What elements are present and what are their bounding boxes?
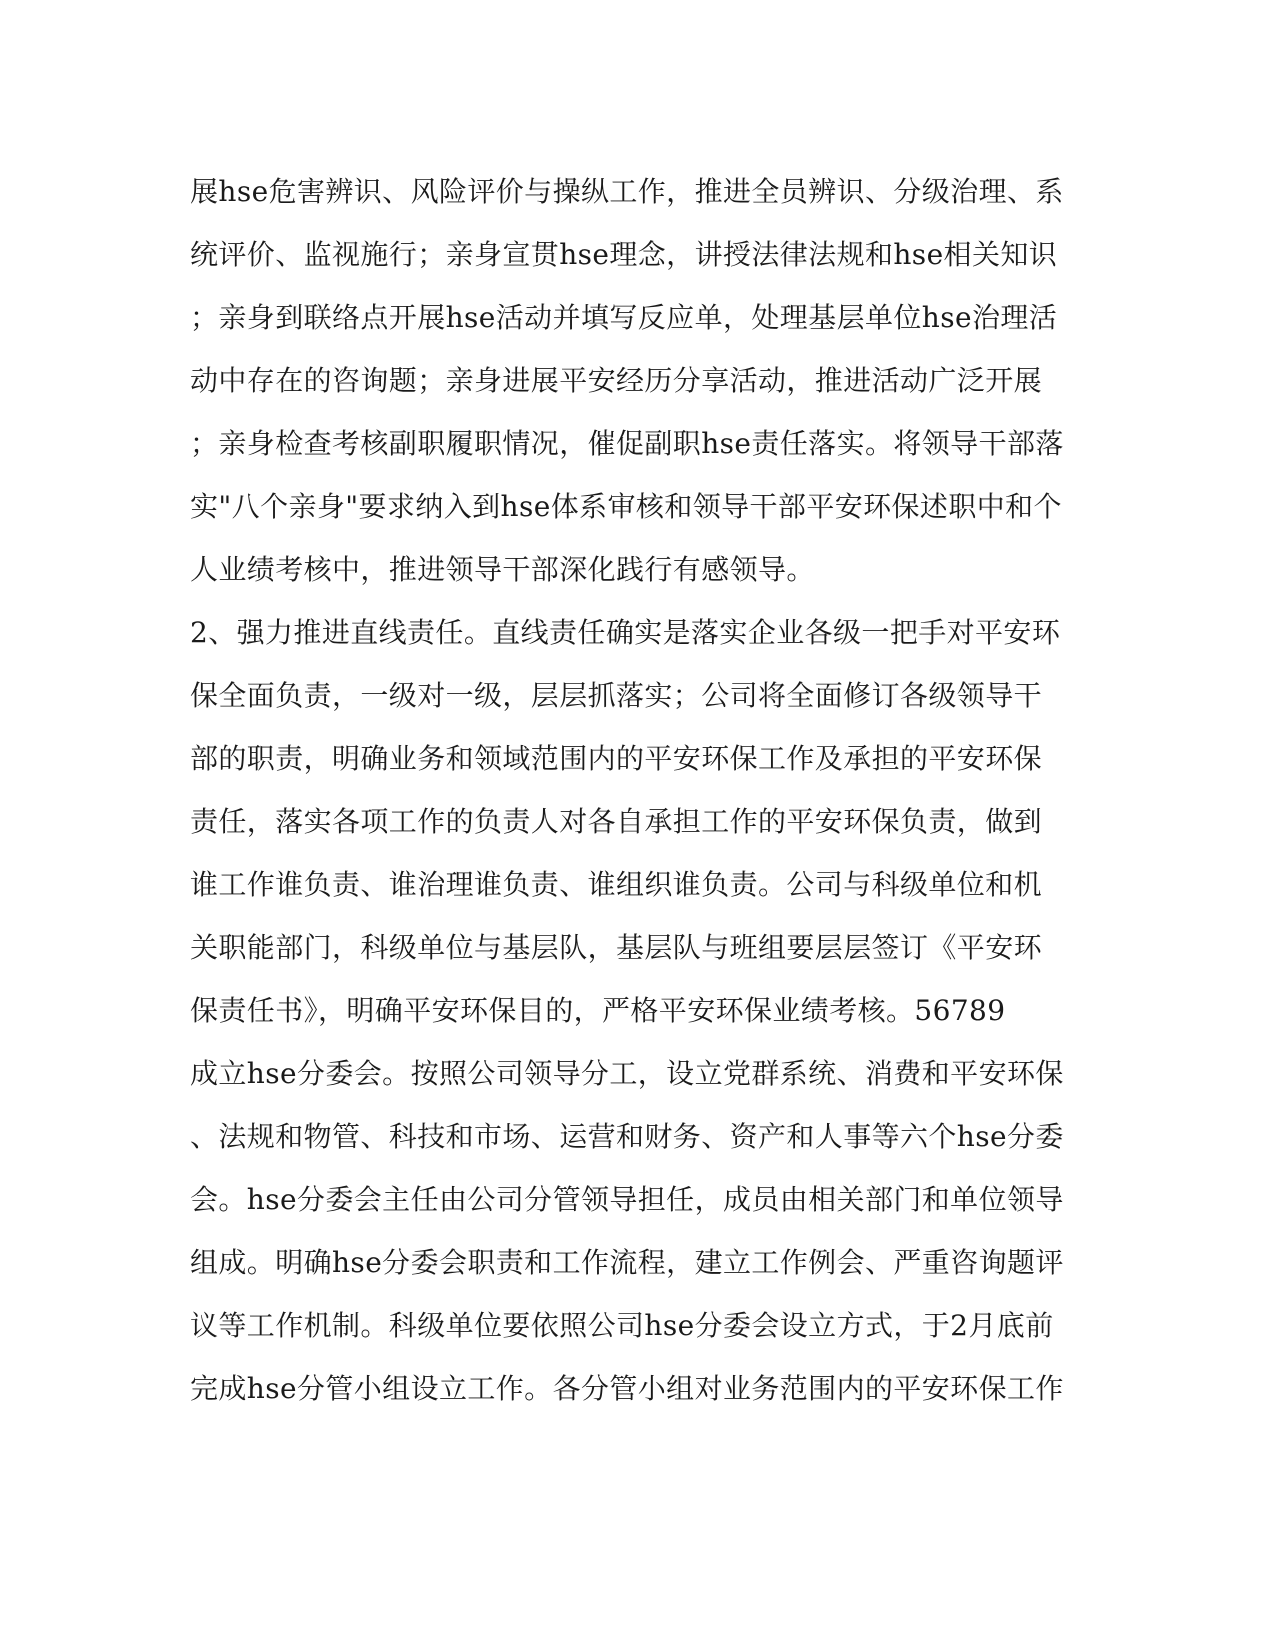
text-line: 成立hse分委会。按照公司领导分工，设立党群系统、消费和平安环保 [190,1057,1064,1090]
text-line: 关职能部门，科级单位与基层队，基层队与班组要层层签订《平安环 [190,931,1043,964]
text-line: 、法规和物管、科技和市场、运营和财务、资产和人事等六个hse分委 [190,1120,1064,1153]
text-line: 完成hse分管小组设立工作。各分管小组对业务范围内的平安环保工作 [190,1372,1064,1405]
text-line: 保全面负责，一级对一级，层层抓落实；公司将全面修订各级领导干 [190,679,1043,712]
text-line: 议等工作机制。科级单位要依照公司hse分委会设立方式，于2月底前 [190,1309,1054,1342]
text-line: 2、强力推进直线责任。直线责任确实是落实企业各级一把手对平安环 [190,616,1061,649]
document-body [190,160,1090,1420]
text-line: 展hse危害辨识、风险评价与操纵工作，推进全员辨识、分级治理、系 [190,175,1064,208]
text-line: 保责任书》，明确平安环保目的，严格平安环保业绩考核。56789 [190,994,1006,1027]
text-line: 会。hse分委会主任由公司分管领导担任，成员由相关部门和单位领导 [190,1183,1064,1216]
text-line: 统评价、监视施行；亲身宣贯hse理念，讲授法律法规和hse相关知识 [190,238,1058,271]
text-line: 人业绩考核中，推进领导干部深化践行有感领导。 [190,553,815,586]
text-line: 组成。明确hse分委会职责和工作流程，建立工作例会、严重咨询题评 [190,1246,1064,1279]
text-line: 实"八个亲身"要求纳入到hse体系审核和领导干部平安环保述职中和个 [190,490,1062,523]
text-line: 谁工作谁负责、谁治理谁负责、谁组织谁负责。公司与科级单位和机 [190,868,1043,901]
text-line: ；亲身检查考核副职履职情况，催促副职hse责任落实。将领导干部落 [190,427,1064,460]
text-line: ；亲身到联络点开展hse活动并填写反应单，处理基层单位hse治理活 [190,301,1058,334]
text-line: 部的职责，明确业务和领域范围内的平安环保工作及承担的平安环保 [190,742,1043,775]
text-line: 动中存在的咨询题；亲身进展平安经历分享活动，推进活动广泛开展 [190,364,1043,397]
text-line: 责任，落实各项工作的负责人对各自承担工作的平安环保负责，做到 [190,805,1043,838]
